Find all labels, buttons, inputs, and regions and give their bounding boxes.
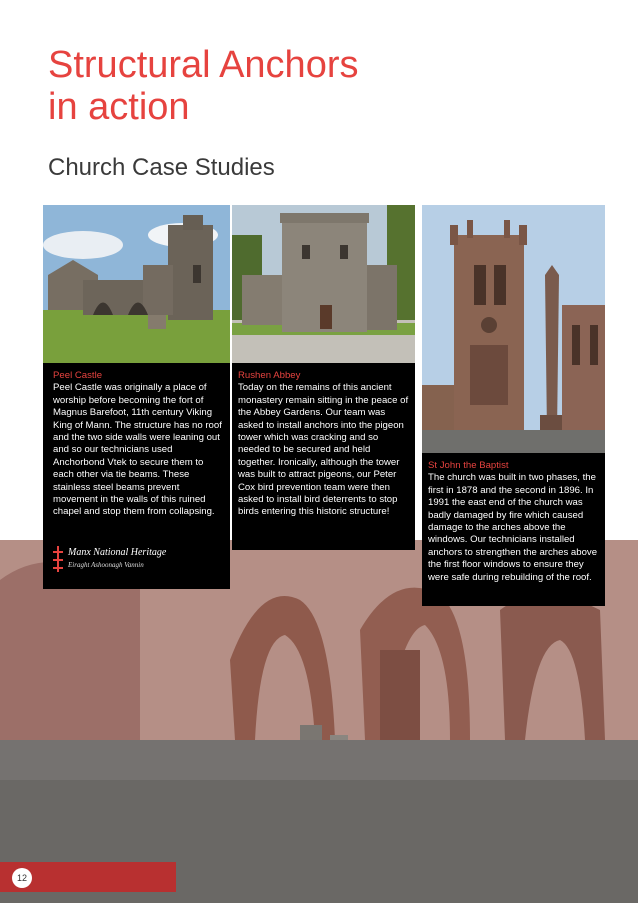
case-text: The church was built in two phases, the first in 1878 and the second in 1896. In 1991 the east end of the church was badly damaged by fire which caused damage to the arches above the windows. Our technicians installed anchors to strengthen the arches above the first floor windows to ensure they were safe during rebuilding of the roof. [428,472,598,583]
st-john-church-photo [422,205,605,453]
case-title: Peel Castle [53,370,103,381]
page-number: 12 [12,868,32,888]
case-title: Rushen Abbey [238,370,301,381]
logo-line-1: Manx National Heritage [68,547,167,558]
manx-national-heritage-logo [50,544,170,576]
page-title [48,44,358,128]
case-text: Peel Castle was originally a place of worship before becoming the fort of Magnus Barefoot, 11th century Viking King of Mann. The structure has no roof and the two side walls were leaning out and so our technicians used Anchorbond Vtek to secure them to each other via tie beams. These stainless steel beams prevent movement in the walls of this ruined chapel and stop them from collapsing. [53,382,222,518]
case-panel-rushen-abbey [232,363,415,550]
case-text: Today on the remains of this ancient monastery remain sitting in the peace of the Abbey Gardens. Our team was asked to install anchors into the pigeon tower which was cracking and so needed to be secured and held together. Ironically, although the tower was built to attract pigeons, our Peter Cox bird prevention team were then asked to install bird deterrents to stop birds entering this historic structure! [238,382,409,518]
peel-castle-photo [43,205,230,363]
case-panel-st-john [422,453,605,606]
logo-line-2: Eiraght Ashoonagh Vannin [68,561,144,569]
triskelion-icon [50,544,66,574]
title-line-2: in action [48,86,190,128]
rushen-abbey-photo [232,205,415,363]
page-subtitle: Church Case Studies [48,154,275,181]
case-title: St John the Baptist [428,460,509,471]
title-line-1: Structural Anchors [48,44,359,86]
